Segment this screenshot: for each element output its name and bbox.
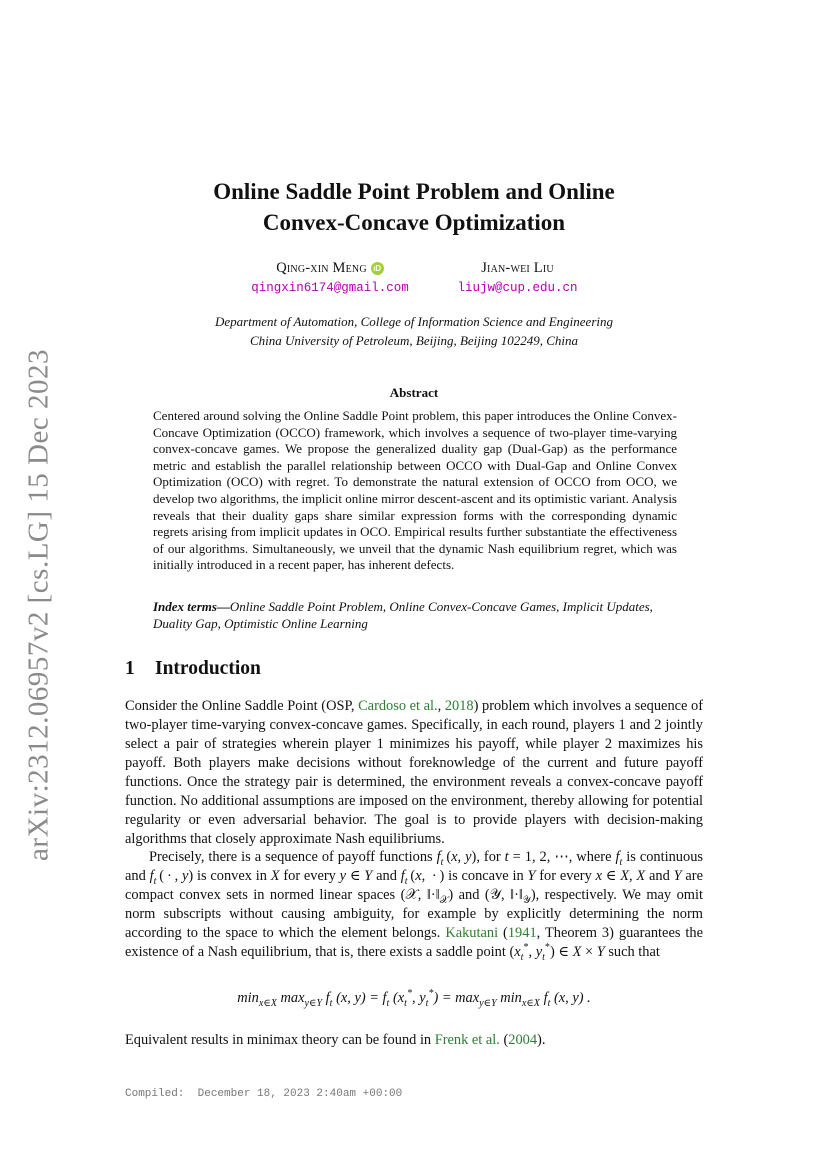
compiled-footer: Compiled: December 18, 2023 2:40am +00:00	[125, 1088, 403, 1100]
affiliation: Department of Automation, College of Information Science and Engineering China University of Petroleum, Beijing, Beijing 102249, China	[214, 314, 613, 348]
index-terms: Index terms—Online Saddle Point Problem, Online Convex-Concave Games, Implicit Updates, Duality Gap, Optimistic Online Learning	[153, 599, 653, 631]
author-1	[240, 260, 420, 295]
paragraph-3: Equivalent results in minimax theory can be found in Frenk et al. (2004).	[125, 1032, 546, 1048]
citation-year-link[interactable]: 2018	[444, 698, 474, 714]
author-name: Qing-xin Meng	[276, 260, 367, 276]
paragraph-2: Precisely, there is a sequence of payoff functions $f_t$ (x, y), for t = 1, 2, ⋯, where $f_t$ is continuous and $f_t$ ( · , y) is convex in X for every y ∈ Y and $f_t$ (x, · ) is concave in Y for every x ∈ X, X and Y are compact convex sets in normed linear spaces (𝒳, $‖\cdot‖_𝒳$) and (𝒴, $‖\cdot‖_𝒴$), respectively. We may omit norm subscripts without causing ambiguity, for example by explicitly determining the norm according to the space to which the element belongs. Kakutani (1941, Theorem 3) guarantees the existence of a Nash equilibrium, that is, there exists a saddle point ($x_t^*$, $y_t^*$) ∈ X × Y such that	[125, 849, 704, 963]
equation: $\min_{x\in X} \max_{y\in Y} f_t$ (x, $y) = f_t$ ($x_t^*$, $y_t^*) = \max_{y\in Y} \min_{x\in X} f_t$ (x, y) .	[237, 988, 591, 1009]
abstract-text: Centered around solving the Online Saddle Point problem, this paper introduces the Online Convex-Concave Optimization (OCCO) framework, which involves a sequence of two-player time-varying convex-concave games. We propose the generalized duality gap (Dual-Gap) as the performance metric and establish the parallel relationship between OCCO with Dual-Gap and Online Convex Optimization (OCO) with regret. To demonstrate the natural extension of OCCO from OCO, we develop two algorithms, the implicit online mirror descent-ascent and its optimistic variant. Analysis reveals that their duality gaps share similar expression forms with the corresponding dynamic regrets arising from implicit updates in OCO. Empirical results further substantiate the effectiveness of our algorithms. Simultaneously, we unveil that the dynamic Nash equilibrium regret, which was initially introduced in a recent paper, has inherent defects.	[153, 408, 677, 573]
author-2	[440, 260, 595, 295]
author-email[interactable]: qingxin6174@gmail.com	[251, 281, 409, 295]
author-email[interactable]: liujw@cup.edu.cn	[457, 281, 578, 295]
arxiv-stamp: arXiv:2312.06957v2 [cs.LG] 15 Dec 2023	[22, 349, 55, 861]
paragraph-1: Consider the Online Saddle Point (OSP, Cardoso et al., 2018) problem which involves a sequence of two-player time-varying convex-concave games. Specifically, in each round, players 1 and 2 jointly select a pair of strategies wherein player 1 minimizes his payoff, while player 2 maximizes his payoff. Both players make decisions without foreknowledge of the current and future payoff functions. Once the strategy pair is determined, the environment reveals a convex-concave payoff function. No additional assumptions are imposed on the environment, thereby allowing for potential regularity or even adversarial behavior. The goal is to provide players with decision-making algorithms that closely approximate Nash equilibriums.	[125, 698, 704, 847]
citation-year-link[interactable]: 1941	[507, 925, 537, 941]
index-terms-label: Index terms	[153, 599, 217, 614]
citation-link[interactable]: Cardoso et al.	[358, 698, 438, 714]
citation-link[interactable]: Frenk et al.	[434, 1032, 500, 1048]
citation-year-link[interactable]: 2004	[508, 1032, 538, 1048]
author-name: Jian-wei Liu	[481, 260, 554, 276]
section-heading: 1 Introduction	[125, 658, 261, 679]
citation-link[interactable]: Kakutani	[445, 925, 499, 941]
orcid-icon[interactable]: iD	[371, 262, 384, 275]
paper-title: Online Saddle Point Problem and Online Convex-Concave Optimization	[213, 179, 615, 235]
abstract-heading: Abstract	[389, 385, 439, 400]
